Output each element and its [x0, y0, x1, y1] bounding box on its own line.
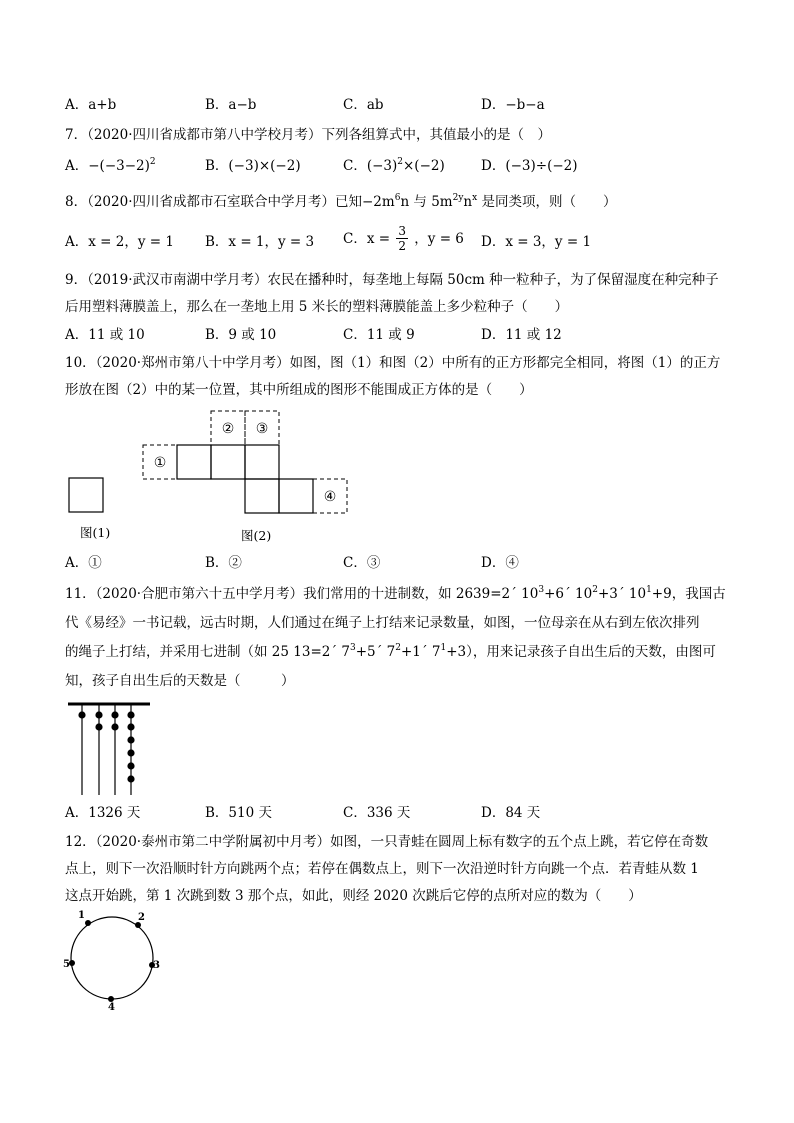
q10-option-c: C．③ [343, 555, 381, 571]
q6-option-c: C．ab [343, 97, 384, 113]
q8-option-b: B．x = 1，y = 3 [205, 234, 315, 250]
net-label-1: ① [153, 455, 167, 471]
q8-c-numerator: 3 [398, 224, 406, 238]
circle-label-3: 3 [153, 960, 160, 971]
q6-option-b: B．a−b [205, 97, 257, 113]
q9-option-c: C．11 或 9 [343, 327, 415, 343]
q11-rope-figure [66, 700, 156, 800]
net-label-4: ④ [323, 489, 337, 505]
q10-stem-line1: 10．（2020·郑州市第八十中学月考）如图，图（1）和图（2）中所有的正方形都完全相同，将图（1）的正方 [65, 355, 721, 371]
q10-figure-2 [140, 408, 352, 518]
q11-stem-line2: 代《易经》一书记载，远古时期，人们通过在绳子上打结来记录数量，如图，一位母亲在从右到左依次排列 [65, 615, 700, 631]
q8-stem: 8．（2020·四川省成都市石室联合中学月考）已知$-2m^6n$ 与 $5m^{2y}n^x$ 是同类项，则（ ） [65, 193, 617, 210]
q8-option-c: C．x = $\frac{3}{2}$ ，y = 6 [343, 224, 464, 253]
q9-stem-line2: 后用塑料薄膜盖上，那么在一垄地上用 5 米长的塑料薄膜能盖上多少粒种子（ ） [65, 299, 569, 315]
knot [111, 711, 118, 718]
q7-option-b: B．(−3)×(−2) [205, 158, 301, 174]
knot [127, 749, 134, 756]
q7-stem: 7．（2020·四川省成都市第八中学校月考）下列各组算式中，其值最小的是（ ） [65, 127, 551, 143]
q10-option-b: B．② [205, 555, 242, 571]
net-square [245, 445, 279, 479]
q11-option-b: B．510 天 [205, 805, 272, 821]
knot [127, 775, 134, 782]
circle-label-4: 4 [108, 1002, 115, 1013]
knot [127, 711, 134, 718]
q9-option-a: A．11 或 10 [65, 327, 145, 343]
net-square [177, 445, 211, 479]
q9-stem-line1: 9．（2019·武汉市南湖中学月考）农民在播种时，每垄地上每隔 50cm 种一粒种子，为了保留湿度在种完种子 [65, 272, 719, 288]
q10-stem-line2: 形放在图（2）中的某一位置，其中所组成的图形不能围成正方体的是（ ） [65, 382, 533, 398]
q10-figure-2-caption: 图(2) [241, 528, 272, 543]
q8-c-denominator: 2 [398, 239, 406, 253]
q7-option-d: D．(−3)÷(−2) [481, 158, 578, 174]
q12-stem-line2: 点上，则下一次沿顺时针方向跳两个点；若停在偶数点上，则下一次沿逆时针方向跳一个点．若青蛙从数 1 [65, 861, 699, 877]
q11-stem-line3: 的绳子上打结，并采用七进制（如 25 13=2´ $7^3+5´$ $7^2+1´$ $7^1+3$），用来记录孩子自出生后的天数，由图可 [65, 643, 716, 660]
circle-label-5: 5 [63, 959, 70, 970]
q10-option-a: A．① [65, 555, 102, 571]
q12-stem-line3: 这点开始跳，第 1 次跳到数 3 那个点，如此，则经 2020 次跳后它停的点所对应的数为（ ） [65, 888, 642, 904]
q7-option-a: A．$-(-3-2)^2$ [65, 157, 156, 174]
q9-option-b: B．9 或 10 [205, 327, 277, 343]
q7-option-c: C．$(-3)^2\times(-2)$ [343, 157, 445, 174]
net-label-2: ② [221, 421, 235, 437]
q11-stem-line1: 11．（2020·合肥市第六十五中学月考）我们常用的十进制数，如 2639=2´ $10^3+6´$ $10^2+3´$ $10^1+9$，我国古 [65, 585, 726, 602]
q11-option-a: A．1326 天 [65, 805, 141, 821]
q8-option-d: D．x = 3，y = 1 [481, 234, 592, 250]
knot [127, 736, 134, 743]
net-square [279, 479, 313, 513]
q10-figure-1 [68, 477, 108, 517]
q12-stem-line1: 12．（2020·泰州市第二中学附属初中月考）如图，一只青蛙在圆周上标有数字的五个点上跳，若它停在奇数 [65, 834, 709, 850]
circle-label-1: 1 [78, 910, 85, 921]
q10-figure-1-caption: 图(1) [80, 525, 111, 540]
q11-option-c: C．336 天 [343, 805, 411, 821]
knot [95, 711, 102, 718]
q9-option-d: D．11 或 12 [481, 327, 562, 343]
knot [127, 723, 134, 730]
net-square [245, 479, 279, 513]
q10-option-d: D．④ [481, 555, 519, 571]
q6-option-d: D．−b−a [481, 97, 545, 113]
net-square [211, 445, 245, 479]
q11-stem-line4: 知，孩子自出生后的天数是（ ） [65, 673, 295, 689]
circle-label-2: 2 [138, 912, 145, 923]
q11-option-d: D．84 天 [481, 805, 541, 821]
knot [78, 711, 85, 718]
knot [127, 762, 134, 769]
q8-option-a: A．x = 2，y = 1 [65, 234, 174, 250]
q12-circle-figure [62, 910, 172, 1013]
circle-point-1 [85, 920, 91, 926]
q6-option-a: A．a+b [65, 97, 117, 113]
knot [95, 723, 102, 730]
net-label-3: ③ [255, 421, 269, 437]
knot [111, 723, 118, 730]
